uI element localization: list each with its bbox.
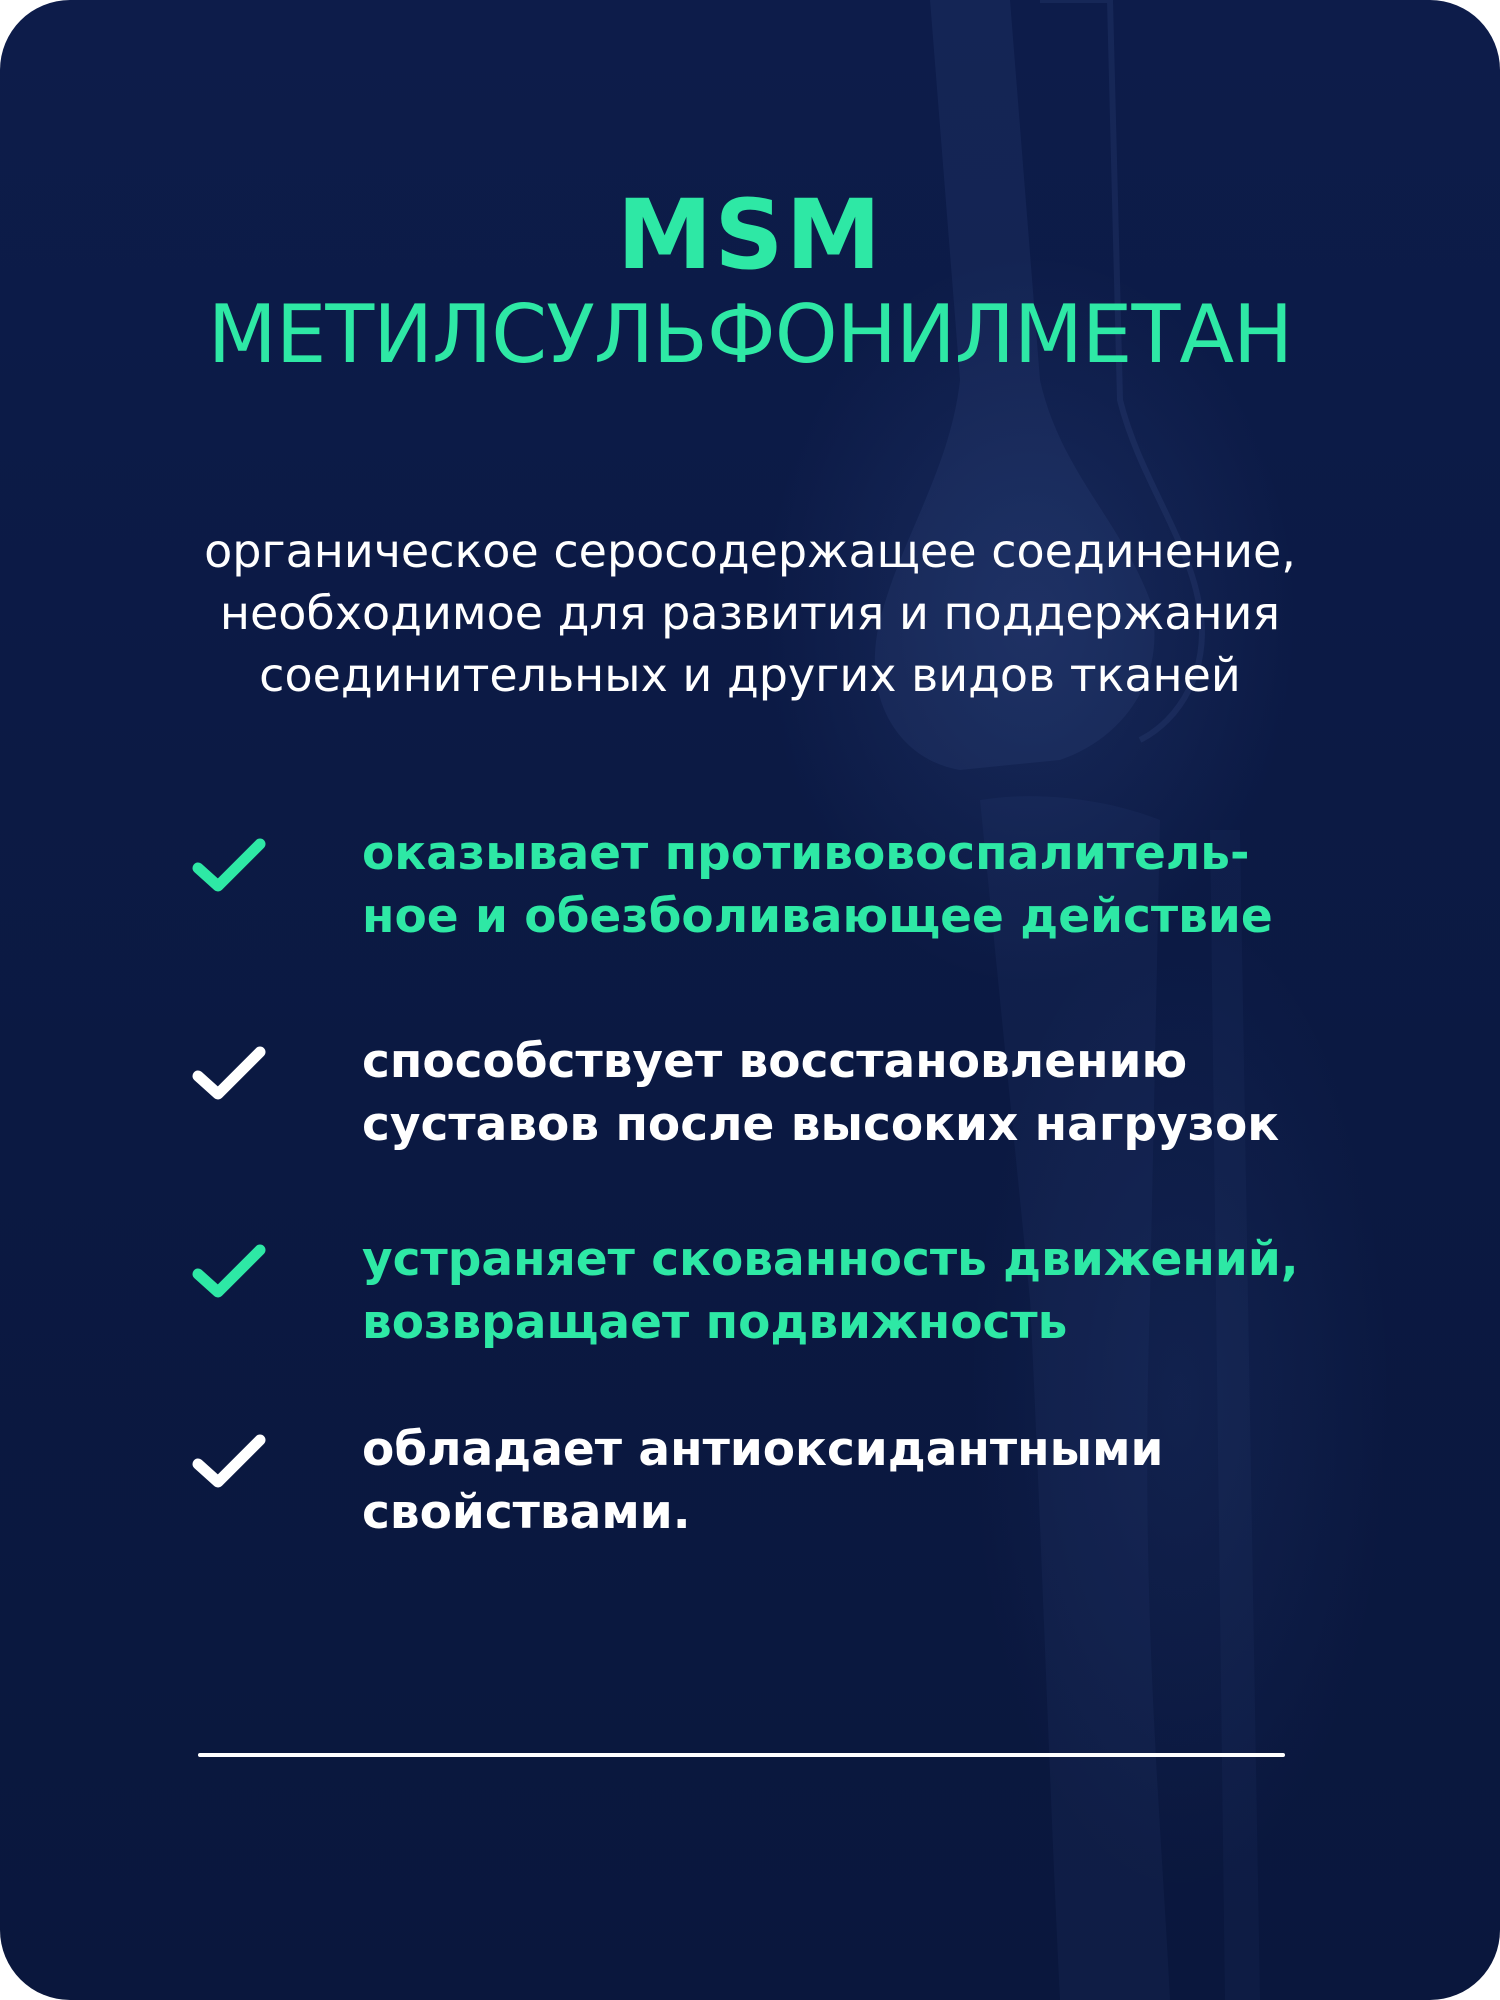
- benefit-text: [362, 1418, 1412, 1544]
- benefit-item: [190, 822, 1390, 962]
- divider-line: [198, 1753, 1285, 1757]
- description-line: соединительных и других видов тканей: [259, 648, 1241, 702]
- description-line: органическое серосодержащее соединение,: [204, 524, 1296, 578]
- check-icon: [190, 1242, 268, 1302]
- benefit-line: возвращает подвижность: [362, 1295, 1068, 1350]
- benefit-line: оказывает противовоспалитель-: [362, 826, 1250, 881]
- benefit-line: свойствами.: [362, 1485, 691, 1540]
- description-line: необходимое для развития и поддержания: [219, 586, 1281, 640]
- title-abbreviation: MSM: [616, 179, 884, 291]
- benefit-line: обладает антиоксидантными: [362, 1422, 1164, 1477]
- benefit-text: [362, 1228, 1412, 1354]
- benefit-line: способствует восстановлению: [362, 1034, 1188, 1089]
- title-full-name: МЕТИЛСУЛЬФОНИЛМЕТАН: [207, 288, 1293, 381]
- benefit-item: [190, 1228, 1390, 1368]
- benefit-text: [362, 822, 1412, 948]
- benefit-item: [190, 1030, 1390, 1170]
- check-icon: [190, 1432, 268, 1492]
- benefit-line: устраняет скованность движений,: [362, 1232, 1299, 1287]
- check-icon: [190, 1044, 268, 1104]
- check-icon: [190, 836, 268, 896]
- benefit-item: [190, 1418, 1390, 1558]
- benefit-text: [362, 1030, 1412, 1156]
- benefit-line: суставов после высоких нагрузок: [362, 1097, 1280, 1152]
- benefit-line: ное и обезболивающее действие: [362, 889, 1273, 944]
